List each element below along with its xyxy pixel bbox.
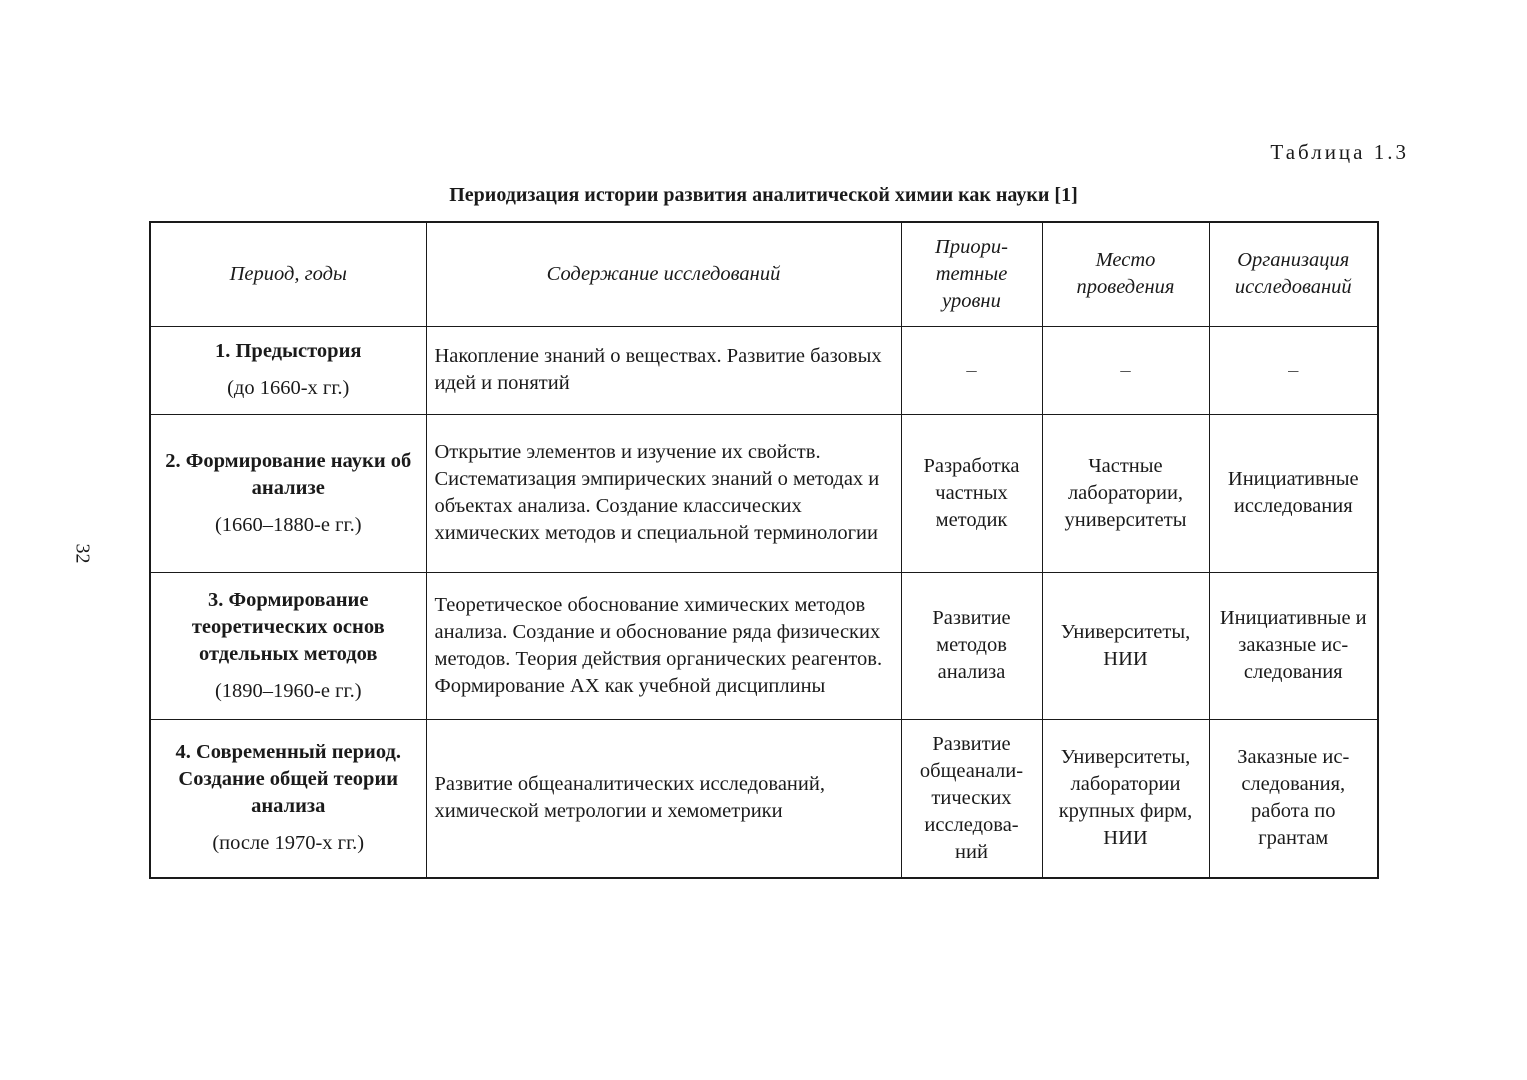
organization-cell: –: [1209, 326, 1378, 414]
period-name: 2. Формирование науки об анализе: [165, 449, 412, 499]
content-cell: Открытие элементов и изучение их свойств. Систематизация эмпирических знаний о методах и объектах анализа. Создание классических химических методов и специальной терминологии: [426, 414, 901, 572]
header-organization: Организация исследований: [1209, 222, 1378, 326]
content-cell: Накопление знаний о веществах. Развитие базовых идей и понятий: [426, 326, 901, 414]
header-location: Место проведения: [1042, 222, 1209, 326]
period-cell: [150, 572, 426, 719]
period-years: (до 1660-х гг.): [227, 377, 350, 399]
priority-levels-cell: –: [901, 326, 1042, 414]
location-cell: Университеты, лаборатории крупных фирм, НИИ: [1042, 719, 1209, 878]
table-row: [150, 572, 1378, 719]
header-content: Содержание исследований: [426, 222, 901, 326]
content-cell: Теоретическое обоснование химических методов анализа. Создание и обоснование ряда физических методов. Теория действия органических реагентов. Формирование АХ как учебной дисциплины: [426, 572, 901, 719]
location-cell: Университеты, НИИ: [1042, 572, 1209, 719]
content-cell: Развитие общеаналитических исследований, химической метрологии и хемометрики: [426, 719, 901, 878]
header-priority-levels: Приори- тетные уровни: [901, 222, 1042, 326]
priority-levels-cell: Развитие методов анализа: [901, 572, 1042, 719]
period-cell: [150, 719, 426, 878]
table-number: Таблица 1.3: [1270, 140, 1409, 164]
table-row: [150, 414, 1378, 572]
header-period: Период, годы: [150, 222, 426, 326]
period-cell: [150, 326, 426, 414]
priority-levels-cell: Развитие общеанали-тических исследова-ний: [901, 719, 1042, 878]
period-name: 3. Формирование теоретических основ отдельных методов: [191, 588, 385, 665]
organization-cell: Заказные ис-следования, работа по грантам: [1209, 719, 1378, 878]
table-row: [150, 719, 1378, 878]
organization-cell: Инициативные и заказные ис-следования: [1209, 572, 1378, 719]
location-cell: –: [1042, 326, 1209, 414]
table-title: Периодизация истории развития аналитической химии как науки [1]: [449, 184, 1078, 206]
table-row: [150, 326, 1378, 414]
organization-cell: Инициативные исследования: [1209, 414, 1378, 572]
period-years: (1890–1960-е гг.): [214, 679, 362, 702]
periodization-table: [149, 221, 1379, 879]
location-cell: Частные лаборатории, университеты: [1042, 414, 1209, 572]
period-name: 1. Предыстория: [214, 340, 362, 362]
priority-levels-cell: Разработка частных методик: [901, 414, 1042, 572]
period-name: 4. Современный период. Создание общей теории анализа: [175, 741, 402, 818]
period-cell: [150, 414, 426, 572]
table-header-row: [150, 222, 1378, 326]
period-years: (после 1970-х гг.): [212, 832, 365, 855]
period-years: (1660–1880-е гг.): [214, 513, 362, 536]
page-number: 32: [71, 543, 94, 564]
